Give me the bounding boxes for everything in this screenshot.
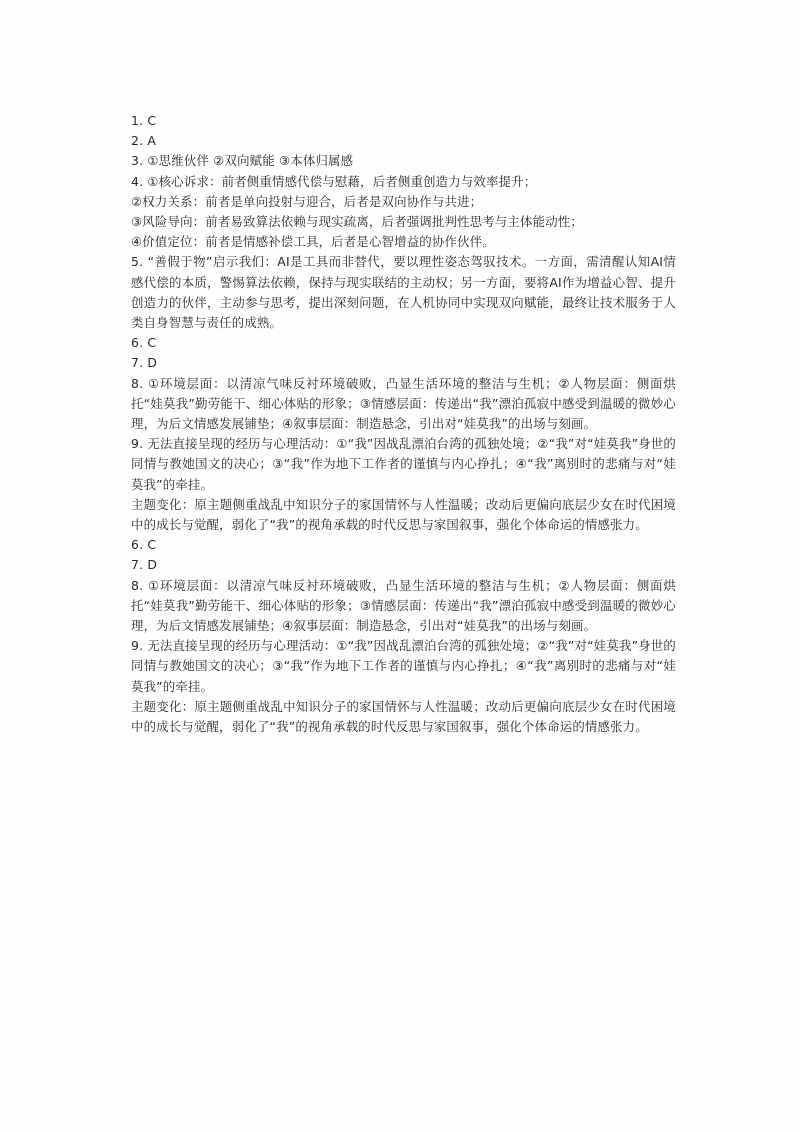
answer-4-point-3: ③风险导向：前者易致算法依赖与现实疏离，后者强调批判性思考与主体能动性；	[131, 214, 583, 230]
answer-text-block	[131, 111, 676, 737]
answer-8: 8. ①环境层面：以清凉气味反衬环境破败，凸显生活环境的整洁与生机；②人物层面：侧面烘托“娃莫我”勤劳能干、细心体贴的形象；③情感层面：传递出“我”漂泊孤寂中感受到温暖的微妙心理，为后文情感发展铺垫；④叙事层面：制造悬念，引出对“娃莫我”的出场与刻画。	[131, 375, 676, 432]
answer-9: 9. 无法直接呈现的经历与心理活动：①“我”因战乱漂泊台湾的孤独处境；②“我”对“娃莫我”身世的同情与教她国文的决心；③“我”作为地下工作者的谨慎与内心挣扎；④“我”离别时的悲痛与对“娃莫我”的牵挂。	[131, 436, 676, 492]
answer-8-repeat: 8. ①环境层面：以清凉气味反衬环境破败，凸显生活环境的整洁与生机；②人物层面：侧面烘托“娃莫我”勤劳能干、细心体贴的形象；③情感层面：传递出“我”漂泊孤寂中感受到温暖的微妙心理，为后文情感发展铺垫；④叙事层面：制造悬念，引出对“娃莫我”的出场与刻画。	[131, 577, 676, 634]
answer-9-theme: 主题变化：原主题侧重战乱中知识分子的家国情怀与人性温暖；改动后更偏向底层少女在时代困境中的成长与觉醒，弱化了“我”的视角承载的时代反思与家国叙事，强化个体命运的情感张力。	[131, 496, 676, 533]
answer-7-repeat: 7. D	[131, 557, 158, 573]
answer-4-point-2: ②权力关系：前者是单向投射与迎合，后者是双向协作与共进；	[131, 193, 483, 209]
answer-2: 2. A	[131, 133, 157, 149]
answer-5: 5. “善假于物”启示我们：AI是工具而非替代，要以理性姿态驾驭技术。一方面，需清醒认知AI情感代偿的本质，警惕算法依赖，保持与现实联结的主动权；另一方面，要将AI作为增益心智、提升创造力的伙伴，主动参与思考，提出深刻问题，在人机协同中实现双向赋能，最终让技术服务于人类自身智慧与责任的成熟。	[131, 254, 676, 331]
answer-1: 1. C	[131, 113, 157, 128]
answer-3: 3. ①思维伙伴 ②双向赋能 ③本体归属感	[131, 153, 354, 169]
answer-6: 6. C	[131, 335, 157, 351]
answer-6-repeat: 6. C	[131, 537, 157, 553]
answer-4-point-1: 4. ①核心诉求：前者侧重情感代偿与慰藉，后者侧重创造力与效率提升；	[131, 173, 537, 189]
answer-4-point-4: ④价值定位：前者是情感补偿工具，后者是心智增益的协作伙伴。	[131, 234, 495, 250]
answer-7: 7. D	[131, 355, 158, 371]
answer-9-theme-repeat: 主题变化：原主题侧重战乱中知识分子的家国情怀与人性温暖；改动后更偏向底层少女在时代困境中的成长与觉醒，弱化了“我”的视角承载的时代反思与家国叙事，强化个体命运的情感张力。	[131, 698, 676, 735]
answer-9-repeat: 9. 无法直接呈现的经历与心理活动：①“我”因战乱漂泊台湾的孤独处境；②“我”对“娃莫我”身世的同情与教她国文的决心；③“我”作为地下工作者的谨慎与内心挣扎；④“我”离别时的悲痛与对“娃莫我”的牵挂。	[131, 638, 676, 694]
